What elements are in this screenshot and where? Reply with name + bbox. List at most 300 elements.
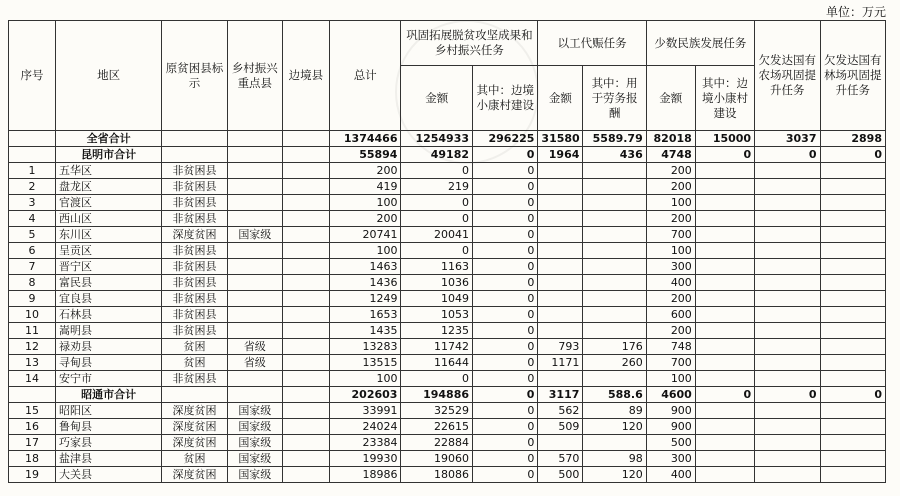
border-cell	[282, 387, 329, 403]
farm-cell: 0	[755, 147, 820, 163]
region-cell: 安宁市	[56, 371, 162, 387]
total-cell: 1249	[329, 291, 401, 307]
orig-poverty-cell: 深度贫困	[162, 467, 227, 483]
work-amount-cell	[538, 323, 583, 339]
minority-amount-cell: 82018	[646, 131, 695, 147]
rural-key-cell	[227, 179, 282, 195]
orig-poverty-cell: 非贫困县	[162, 259, 227, 275]
region-cell: 禄劝县	[56, 339, 162, 355]
consolidate-border-cell: 0	[473, 147, 538, 163]
farm-cell	[755, 243, 820, 259]
consolidate-border-cell: 0	[473, 227, 538, 243]
minority-border-cell	[695, 291, 754, 307]
consolidate-amount-cell: 1235	[401, 323, 473, 339]
consolidate-amount-cell: 219	[401, 179, 473, 195]
work-labor-cell: 120	[583, 467, 646, 483]
consolidate-border-cell: 0	[473, 451, 538, 467]
orig-poverty-cell: 深度贫困	[162, 403, 227, 419]
header-rural-key: 乡村振兴重点县	[227, 21, 282, 131]
border-cell	[282, 451, 329, 467]
minority-amount-cell: 100	[646, 371, 695, 387]
minority-border-cell	[695, 275, 754, 291]
table-row	[9, 291, 886, 307]
table-row	[9, 371, 886, 387]
orig-poverty-cell: 非贫困县	[162, 243, 227, 259]
orig-poverty-cell: 贫困	[162, 451, 227, 467]
consolidate-border-cell: 0	[473, 259, 538, 275]
seq-cell: 13	[9, 355, 56, 371]
orig-poverty-cell: 深度贫困	[162, 227, 227, 243]
farm-cell	[755, 195, 820, 211]
seq-cell: 17	[9, 435, 56, 451]
region-cell: 昆明市合计	[56, 147, 162, 163]
consolidate-amount-cell: 0	[401, 211, 473, 227]
table-row	[9, 307, 886, 323]
work-labor-cell	[583, 211, 646, 227]
total-cell: 100	[329, 371, 401, 387]
forest-cell	[820, 339, 886, 355]
consolidate-border-cell: 0	[473, 195, 538, 211]
minority-border-cell	[695, 195, 754, 211]
table-body	[9, 131, 886, 483]
forest-cell	[820, 451, 886, 467]
orig-poverty-cell: 非贫困县	[162, 275, 227, 291]
total-cell: 200	[329, 163, 401, 179]
forest-cell	[820, 435, 886, 451]
table-row	[9, 419, 886, 435]
work-labor-cell	[583, 307, 646, 323]
rural-key-cell: 国家级	[227, 419, 282, 435]
total-cell: 100	[329, 243, 401, 259]
forest-cell: 2898	[820, 131, 886, 147]
minority-border-cell: 15000	[695, 131, 754, 147]
minority-amount-cell: 4748	[646, 147, 695, 163]
rural-key-cell: 国家级	[227, 435, 282, 451]
minority-amount-cell: 400	[646, 275, 695, 291]
table-row	[9, 163, 886, 179]
farm-cell	[755, 339, 820, 355]
region-cell: 石林县	[56, 307, 162, 323]
table-row	[9, 195, 886, 211]
total-cell: 419	[329, 179, 401, 195]
forest-cell	[820, 467, 886, 483]
forest-cell	[820, 403, 886, 419]
forest-cell	[820, 179, 886, 195]
header-minority: 少数民族发展任务	[646, 21, 754, 66]
region-cell: 宜良县	[56, 291, 162, 307]
seq-cell: 10	[9, 307, 56, 323]
consolidate-amount-cell: 1163	[401, 259, 473, 275]
minority-amount-cell: 4600	[646, 387, 695, 403]
orig-poverty-cell: 贫困	[162, 355, 227, 371]
minority-border-cell	[695, 243, 754, 259]
farm-cell	[755, 371, 820, 387]
minority-border-cell: 0	[695, 387, 754, 403]
farm-cell	[755, 435, 820, 451]
work-amount-cell	[538, 211, 583, 227]
rural-key-cell	[227, 275, 282, 291]
consolidate-border-cell: 296225	[473, 131, 538, 147]
consolidate-amount-cell: 194886	[401, 387, 473, 403]
minority-border-cell	[695, 419, 754, 435]
minority-amount-cell: 900	[646, 419, 695, 435]
consolidate-amount-cell: 19060	[401, 451, 473, 467]
total-cell: 202603	[329, 387, 401, 403]
work-labor-cell: 176	[583, 339, 646, 355]
work-amount-cell	[538, 291, 583, 307]
border-cell	[282, 323, 329, 339]
work-labor-cell	[583, 435, 646, 451]
work-amount-cell	[538, 371, 583, 387]
consolidate-border-cell: 0	[473, 211, 538, 227]
rural-key-cell	[227, 147, 282, 163]
seq-cell: 3	[9, 195, 56, 211]
consolidate-border-cell: 0	[473, 243, 538, 259]
table-row	[9, 435, 886, 451]
consolidate-border-cell: 0	[473, 435, 538, 451]
work-labor-cell	[583, 163, 646, 179]
table-row	[9, 451, 886, 467]
region-cell: 呈贡区	[56, 243, 162, 259]
total-cell: 20741	[329, 227, 401, 243]
border-cell	[282, 259, 329, 275]
work-labor-cell: 588.6	[583, 387, 646, 403]
total-cell: 1435	[329, 323, 401, 339]
orig-poverty-cell: 非贫困县	[162, 211, 227, 227]
table-row	[9, 211, 886, 227]
minority-amount-cell: 748	[646, 339, 695, 355]
minority-amount-cell: 900	[646, 403, 695, 419]
total-cell: 1653	[329, 307, 401, 323]
header-consolidate: 巩固拓展脱贫攻坚成果和乡村振兴任务	[401, 21, 538, 66]
work-labor-cell	[583, 195, 646, 211]
border-cell	[282, 147, 329, 163]
consolidate-border-cell: 0	[473, 291, 538, 307]
rural-key-cell	[227, 387, 282, 403]
total-cell: 13515	[329, 355, 401, 371]
work-amount-cell: 1171	[538, 355, 583, 371]
work-labor-cell: 260	[583, 355, 646, 371]
consolidate-amount-cell: 22615	[401, 419, 473, 435]
work-labor-cell	[583, 275, 646, 291]
seq-cell	[9, 131, 56, 147]
fund-allocation-table	[8, 20, 886, 483]
seq-cell: 4	[9, 211, 56, 227]
border-cell	[282, 243, 329, 259]
forest-cell	[820, 195, 886, 211]
border-cell	[282, 435, 329, 451]
work-labor-cell: 89	[583, 403, 646, 419]
rural-key-cell	[227, 371, 282, 387]
rural-key-cell	[227, 163, 282, 179]
work-amount-cell	[538, 435, 583, 451]
farm-cell: 3037	[755, 131, 820, 147]
minority-border-cell	[695, 435, 754, 451]
header-work-amount: 金额	[538, 66, 583, 131]
table-row	[9, 323, 886, 339]
border-cell	[282, 291, 329, 307]
rural-key-cell	[227, 211, 282, 227]
region-cell: 晋宁区	[56, 259, 162, 275]
border-cell	[282, 211, 329, 227]
work-labor-cell: 98	[583, 451, 646, 467]
farm-cell: 0	[755, 387, 820, 403]
minority-border-cell	[695, 227, 754, 243]
farm-cell	[755, 179, 820, 195]
consolidate-amount-cell: 0	[401, 243, 473, 259]
work-amount-cell	[538, 259, 583, 275]
total-cell: 24024	[329, 419, 401, 435]
table-row	[9, 275, 886, 291]
work-amount-cell: 3117	[538, 387, 583, 403]
border-cell	[282, 403, 329, 419]
seq-cell: 1	[9, 163, 56, 179]
header-work-labor: 其中：用于劳务报酬	[583, 66, 646, 131]
region-cell: 盘龙区	[56, 179, 162, 195]
consolidate-border-cell: 0	[473, 163, 538, 179]
border-cell	[282, 339, 329, 355]
seq-cell: 18	[9, 451, 56, 467]
farm-cell	[755, 275, 820, 291]
work-amount-cell: 1964	[538, 147, 583, 163]
minority-amount-cell: 200	[646, 179, 695, 195]
orig-poverty-cell: 非贫困县	[162, 179, 227, 195]
table-row	[9, 259, 886, 275]
consolidate-amount-cell: 22884	[401, 435, 473, 451]
minority-amount-cell: 400	[646, 467, 695, 483]
farm-cell	[755, 451, 820, 467]
forest-cell	[820, 291, 886, 307]
minority-border-cell	[695, 307, 754, 323]
consolidate-amount-cell: 11644	[401, 355, 473, 371]
rural-key-cell: 国家级	[227, 467, 282, 483]
work-amount-cell: 562	[538, 403, 583, 419]
seq-cell: 7	[9, 259, 56, 275]
farm-cell	[755, 227, 820, 243]
border-cell	[282, 275, 329, 291]
work-labor-cell: 436	[583, 147, 646, 163]
total-cell: 200	[329, 211, 401, 227]
farm-cell	[755, 323, 820, 339]
header-region: 地区	[56, 21, 162, 131]
work-amount-cell	[538, 227, 583, 243]
minority-amount-cell: 200	[646, 163, 695, 179]
border-cell	[282, 179, 329, 195]
rural-key-cell	[227, 195, 282, 211]
work-amount-cell: 500	[538, 467, 583, 483]
total-cell: 13283	[329, 339, 401, 355]
total-cell: 55894	[329, 147, 401, 163]
region-cell: 全省合计	[56, 131, 162, 147]
total-cell: 23384	[329, 435, 401, 451]
consolidate-border-cell: 0	[473, 355, 538, 371]
header-work-relief: 以工代赈任务	[538, 21, 646, 66]
work-amount-cell: 31580	[538, 131, 583, 147]
work-labor-cell	[583, 259, 646, 275]
rural-key-cell: 国家级	[227, 227, 282, 243]
consolidate-amount-cell: 18086	[401, 467, 473, 483]
orig-poverty-cell	[162, 147, 227, 163]
forest-cell	[820, 371, 886, 387]
consolidate-border-cell: 0	[473, 419, 538, 435]
header-border: 边境县	[282, 21, 329, 131]
work-amount-cell	[538, 195, 583, 211]
border-cell	[282, 163, 329, 179]
work-labor-cell	[583, 291, 646, 307]
rural-key-cell	[227, 291, 282, 307]
region-cell: 寻甸县	[56, 355, 162, 371]
seq-cell: 14	[9, 371, 56, 387]
work-labor-cell	[583, 179, 646, 195]
total-cell: 100	[329, 195, 401, 211]
minority-amount-cell: 300	[646, 451, 695, 467]
orig-poverty-cell: 非贫困县	[162, 323, 227, 339]
rural-key-cell: 省级	[227, 355, 282, 371]
forest-cell	[820, 275, 886, 291]
total-cell: 1374466	[329, 131, 401, 147]
consolidate-amount-cell: 49182	[401, 147, 473, 163]
minority-border-cell	[695, 467, 754, 483]
table-row	[9, 467, 886, 483]
region-cell: 盐津县	[56, 451, 162, 467]
consolidate-border-cell: 0	[473, 179, 538, 195]
consolidate-amount-cell: 11742	[401, 339, 473, 355]
header-orig-poverty: 原贫困县标示	[162, 21, 227, 131]
work-labor-cell: 120	[583, 419, 646, 435]
total-cell: 18986	[329, 467, 401, 483]
seq-cell	[9, 387, 56, 403]
rural-key-cell	[227, 259, 282, 275]
work-amount-cell: 570	[538, 451, 583, 467]
border-cell	[282, 195, 329, 211]
consolidate-amount-cell: 1049	[401, 291, 473, 307]
header-minority-amount: 金额	[646, 66, 695, 131]
farm-cell	[755, 355, 820, 371]
rural-key-cell	[227, 307, 282, 323]
minority-amount-cell: 200	[646, 291, 695, 307]
farm-cell	[755, 291, 820, 307]
rural-key-cell: 省级	[227, 339, 282, 355]
header-farm: 欠发达国有农场巩固提升任务	[755, 21, 820, 131]
forest-cell	[820, 259, 886, 275]
rural-key-cell	[227, 323, 282, 339]
rural-key-cell: 国家级	[227, 451, 282, 467]
orig-poverty-cell	[162, 131, 227, 147]
farm-cell	[755, 211, 820, 227]
forest-cell	[820, 163, 886, 179]
minority-amount-cell: 600	[646, 307, 695, 323]
forest-cell	[820, 307, 886, 323]
work-labor-cell	[583, 243, 646, 259]
forest-cell	[820, 211, 886, 227]
orig-poverty-cell: 非贫困县	[162, 291, 227, 307]
forest-cell: 0	[820, 387, 886, 403]
work-amount-cell	[538, 275, 583, 291]
minority-border-cell	[695, 403, 754, 419]
table-row	[9, 403, 886, 419]
region-cell: 西山区	[56, 211, 162, 227]
work-amount-cell	[538, 179, 583, 195]
consolidate-border-cell: 0	[473, 371, 538, 387]
consolidate-border-cell: 0	[473, 275, 538, 291]
region-cell: 官渡区	[56, 195, 162, 211]
forest-cell	[820, 227, 886, 243]
forest-cell	[820, 419, 886, 435]
minority-amount-cell: 300	[646, 259, 695, 275]
consolidate-border-cell: 0	[473, 403, 538, 419]
farm-cell	[755, 307, 820, 323]
border-cell	[282, 227, 329, 243]
work-amount-cell	[538, 243, 583, 259]
consolidate-amount-cell: 1254933	[401, 131, 473, 147]
total-cell: 1436	[329, 275, 401, 291]
total-cell: 19930	[329, 451, 401, 467]
orig-poverty-cell: 非贫困县	[162, 371, 227, 387]
consolidate-amount-cell: 0	[401, 163, 473, 179]
consolidate-amount-cell: 20041	[401, 227, 473, 243]
table-row	[9, 179, 886, 195]
minority-amount-cell: 700	[646, 355, 695, 371]
orig-poverty-cell: 非贫困县	[162, 307, 227, 323]
consolidate-amount-cell: 0	[401, 195, 473, 211]
consolidate-amount-cell: 0	[401, 371, 473, 387]
farm-cell	[755, 259, 820, 275]
border-cell	[282, 467, 329, 483]
header-consolidate-border: 其中：边境小康村建设	[473, 66, 538, 131]
minority-border-cell	[695, 163, 754, 179]
border-cell	[282, 355, 329, 371]
header-seq: 序号	[9, 21, 56, 131]
work-amount-cell: 793	[538, 339, 583, 355]
region-cell: 东川区	[56, 227, 162, 243]
seq-cell: 5	[9, 227, 56, 243]
table-row	[9, 355, 886, 371]
orig-poverty-cell: 非贫困县	[162, 195, 227, 211]
header-total: 总计	[329, 21, 401, 131]
orig-poverty-cell: 非贫困县	[162, 163, 227, 179]
region-cell: 巧家县	[56, 435, 162, 451]
rural-key-cell	[227, 243, 282, 259]
minority-border-cell	[695, 323, 754, 339]
region-cell: 鲁甸县	[56, 419, 162, 435]
seq-cell: 6	[9, 243, 56, 259]
subtotal-row	[9, 131, 886, 147]
farm-cell	[755, 403, 820, 419]
border-cell	[282, 371, 329, 387]
seq-cell: 2	[9, 179, 56, 195]
farm-cell	[755, 467, 820, 483]
minority-border-cell	[695, 211, 754, 227]
seq-cell: 16	[9, 419, 56, 435]
minority-amount-cell: 100	[646, 243, 695, 259]
farm-cell	[755, 419, 820, 435]
consolidate-border-cell: 0	[473, 339, 538, 355]
total-cell: 1463	[329, 259, 401, 275]
orig-poverty-cell: 深度贫困	[162, 419, 227, 435]
minority-amount-cell: 500	[646, 435, 695, 451]
minority-border-cell	[695, 371, 754, 387]
region-cell: 五华区	[56, 163, 162, 179]
orig-poverty-cell	[162, 387, 227, 403]
minority-amount-cell: 100	[646, 195, 695, 211]
minority-border-cell	[695, 339, 754, 355]
rural-key-cell: 国家级	[227, 403, 282, 419]
forest-cell	[820, 243, 886, 259]
minority-amount-cell: 200	[646, 323, 695, 339]
consolidate-border-cell: 0	[473, 323, 538, 339]
minority-border-cell	[695, 451, 754, 467]
region-cell: 昭阳区	[56, 403, 162, 419]
